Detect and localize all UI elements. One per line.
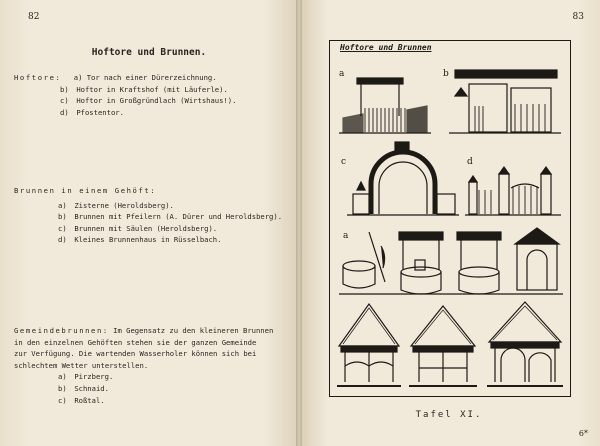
plate-letter-c: c bbox=[341, 157, 347, 167]
brunnen-section bbox=[14, 185, 282, 246]
svg-text:a: a bbox=[343, 231, 349, 241]
list-item: b) Hoftor in Kraftshof (mit Läuferle). bbox=[60, 84, 228, 94]
right-page bbox=[298, 0, 600, 446]
hoftore-label: Hoftore: bbox=[14, 73, 62, 82]
left-page bbox=[0, 0, 298, 446]
list-item: c) Brunnen mit Säulen (Heroldsberg). bbox=[58, 223, 218, 233]
list-item: a) Zisterne (Heroldsberg). bbox=[58, 200, 174, 210]
well-row-illustration bbox=[339, 228, 563, 294]
page-number-right: 83 bbox=[572, 12, 584, 22]
plate-letter-a: a bbox=[339, 69, 345, 79]
list-item: c) Hoftor in Großgründlach (Wirtshaus!). bbox=[60, 96, 237, 106]
gate-d-illustration bbox=[465, 157, 561, 215]
wellhouse-row-illustration bbox=[337, 302, 563, 386]
page-title: Hoftore und Brunnen. bbox=[91, 47, 207, 58]
gemeindebrunnen-paragraph: Gemeindebrunnen: Im Gegensatz zu den kleineren Brunnen in den einzelnen Gehöften stehen sie der ganzen Gemeinde zur Verfügung. Die wartenden Wasserholer können sich bei schlechtem Wetter unterstellen. bbox=[14, 326, 274, 370]
list-item: c) Roßtal. bbox=[58, 395, 105, 405]
book-gutter bbox=[296, 0, 302, 446]
hoftore-section bbox=[14, 72, 236, 118]
gate-a-illustration bbox=[339, 69, 431, 133]
list-item: b) Schnaid. bbox=[58, 383, 109, 393]
gemeindebrunnen-label: Gemeindebrunnen: bbox=[14, 326, 109, 335]
gate-c-illustration bbox=[341, 142, 459, 215]
gemeindebrunnen-section bbox=[14, 325, 276, 406]
plate-illustration bbox=[329, 56, 569, 394]
plate-letter-d: d bbox=[467, 157, 473, 167]
brunnen-label: Brunnen in einem Gehöft: bbox=[14, 186, 157, 195]
gate-b-illustration bbox=[443, 69, 561, 133]
signature-mark: 6* bbox=[578, 429, 588, 438]
page-number-left: 82 bbox=[28, 12, 40, 22]
list-item: a) Tor nach einer Dürerzeichnung. bbox=[73, 73, 217, 82]
plate-letter-b: b bbox=[443, 69, 449, 79]
list-item: b) Brunnen mit Pfeilern (A. Dürer und Heroldsberg). bbox=[58, 212, 283, 222]
plate-caption: Tafel XI. bbox=[415, 410, 483, 420]
list-item: d) Kleines Brunnenhaus in Rüsselbach. bbox=[58, 235, 222, 245]
list-item: d) Pfostentor. bbox=[60, 107, 124, 117]
plate-heading: Hoftore und Brunnen bbox=[340, 43, 432, 52]
list-item: a) Pirzberg. bbox=[58, 372, 114, 382]
